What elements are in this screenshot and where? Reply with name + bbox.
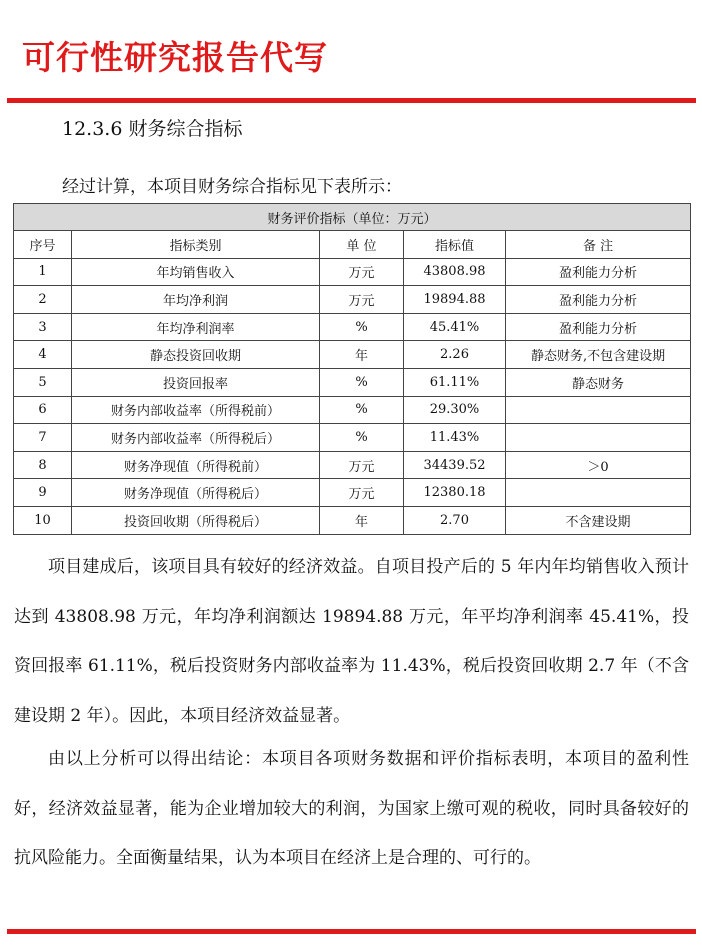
indicator-value: 12380.18 <box>404 479 506 507</box>
indicator-note: 盈利能力分析 <box>506 258 691 286</box>
indicator-unit: % <box>320 424 404 452</box>
indicator-unit: 万元 <box>320 479 404 507</box>
row-number: 9 <box>14 479 72 507</box>
indicator-unit: 万元 <box>320 451 404 479</box>
column-header: 指标类别 <box>72 231 320 259</box>
indicator-unit: 万元 <box>320 286 404 314</box>
indicator-name: 投资回报率 <box>72 368 320 396</box>
table-header-row <box>14 231 691 259</box>
indicator-value: 19894.88 <box>404 286 506 314</box>
indicator-note: 盈利能力分析 <box>506 313 691 341</box>
row-number: 5 <box>14 368 72 396</box>
indicator-unit: % <box>320 368 404 396</box>
table-caption-row <box>14 204 691 231</box>
row-number: 1 <box>14 258 72 286</box>
column-header: 序号 <box>14 231 72 259</box>
indicator-unit: % <box>320 396 404 424</box>
table-row <box>14 424 691 452</box>
table-row <box>14 479 691 507</box>
indicator-note: 静态财务,不包含建设期 <box>506 341 691 369</box>
table-row <box>14 506 691 534</box>
indicator-value: 2.70 <box>404 506 506 534</box>
indicator-value: 34439.52 <box>404 451 506 479</box>
header-divider <box>7 98 696 103</box>
table-row <box>14 286 691 314</box>
row-number: 3 <box>14 313 72 341</box>
row-number: 8 <box>14 451 72 479</box>
indicator-name: 静态投资回收期 <box>72 341 320 369</box>
banner-title: 可行性研究报告代写 <box>22 38 328 77</box>
indicator-note <box>506 479 691 507</box>
column-header: 指标值 <box>404 231 506 259</box>
financial-indicators-table <box>13 203 691 535</box>
row-number: 7 <box>14 424 72 452</box>
indicator-note <box>506 396 691 424</box>
conclusion-paragraph: 由以上分析可以得出结论：本项目各项财务数据和评价指标表明，本项目的盈利性好，经济效益显著，能为企业增加较大的利润，为国家上缴可观的税收，同时具备较好的抗风险能力。全面衡量结果，认为本项目在经济上是合理的、可行的。 <box>14 749 689 868</box>
indicator-value: 43808.98 <box>404 258 506 286</box>
indicator-note: 不含建设期 <box>506 506 691 534</box>
indicator-value: 11.43% <box>404 424 506 452</box>
table-row <box>14 368 691 396</box>
indicator-unit: % <box>320 313 404 341</box>
indicator-value: 29.30% <box>404 396 506 424</box>
indicator-value: 61.11% <box>404 368 506 396</box>
indicator-unit: 年 <box>320 506 404 534</box>
analysis-paragraph: 项目建成后，该项目具有较好的经济效益。自项目投产后的 5 年内年均销售收入预计达到 43808.98 万元，年均净利润额达 19894.88 万元，年平均净利润率 45.41%，投资回报率 61.11%，税后投资财务内部收益率为 11.43%，税后投资回收期 2.7 年（不含建设期 2 年）。因此，本项目经济效益显著。 <box>14 557 689 726</box>
indicator-note: 盈利能力分析 <box>506 286 691 314</box>
table-caption: 财务评价指标（单位：万元） <box>14 204 691 231</box>
indicator-name: 年均净利润率 <box>72 313 320 341</box>
column-header: 备 注 <box>506 231 691 259</box>
table-row <box>14 451 691 479</box>
row-number: 4 <box>14 341 72 369</box>
intro-text: 经过计算，本项目财务综合指标见下表所示： <box>62 177 402 197</box>
indicator-value: 45.41% <box>404 313 506 341</box>
row-number: 2 <box>14 286 72 314</box>
indicator-unit: 万元 <box>320 258 404 286</box>
row-number: 10 <box>14 506 72 534</box>
indicator-name: 财务内部收益率（所得税前） <box>72 396 320 424</box>
indicator-note <box>506 424 691 452</box>
indicator-unit: 年 <box>320 341 404 369</box>
column-header: 单 位 <box>320 231 404 259</box>
footer-divider <box>7 929 696 934</box>
indicator-name: 年均销售收入 <box>72 258 320 286</box>
table-row <box>14 313 691 341</box>
table-row <box>14 341 691 369</box>
indicator-name: 投资回收期（所得税后） <box>72 506 320 534</box>
indicator-value: 2.26 <box>404 341 506 369</box>
indicator-note: 静态财务 <box>506 368 691 396</box>
indicator-name: 年均净利润 <box>72 286 320 314</box>
indicator-name: 财务净现值（所得税前） <box>72 451 320 479</box>
row-number: 6 <box>14 396 72 424</box>
indicator-name: 财务内部收益率（所得税后） <box>72 424 320 452</box>
section-heading: 12.3.6 财务综合指标 <box>62 118 243 140</box>
indicator-name: 财务净现值（所得税后） <box>72 479 320 507</box>
indicator-note: ＞0 <box>506 451 691 479</box>
table-row <box>14 396 691 424</box>
table-row <box>14 258 691 286</box>
